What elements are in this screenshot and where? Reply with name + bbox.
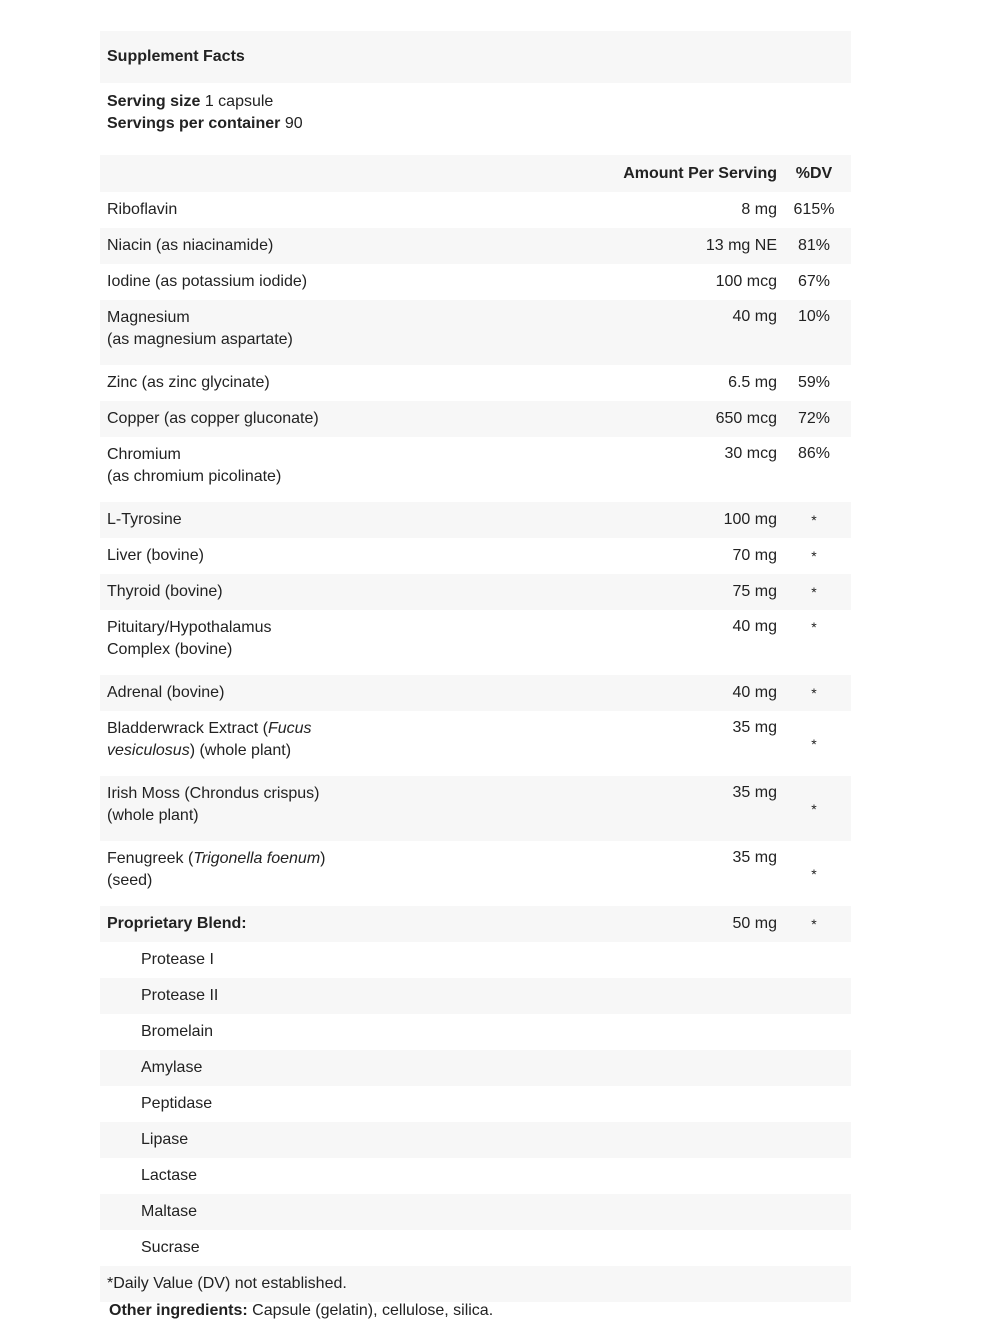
table-row	[100, 610, 851, 675]
blend-item-row	[100, 1086, 851, 1122]
nutrient-name	[100, 841, 540, 906]
nutrient-amount: 30 mcg	[724, 445, 777, 462]
nutrient-amount: 40 mg	[732, 684, 777, 701]
nutrient-name	[100, 437, 540, 502]
blend-item: Sucrase	[141, 1239, 200, 1256]
table-row	[100, 574, 851, 610]
other-ingredients	[100, 1300, 851, 1322]
table-row	[100, 776, 851, 841]
nutrient-name: Iodine (as potassium iodide)	[107, 273, 308, 290]
nutrient-amount: 100 mg	[723, 511, 777, 528]
servings-per-container-value: 90	[284, 115, 303, 132]
nutrient-amount: 35 mg	[732, 784, 777, 801]
panel-title: Supplement Facts	[100, 31, 851, 83]
blend-item: Peptidase	[141, 1095, 213, 1112]
supplement-facts-panel	[100, 31, 851, 1322]
blend-item-row	[100, 942, 851, 978]
table-row	[100, 300, 851, 365]
table-header-row	[100, 155, 851, 192]
nutrient-name: Adrenal (bovine)	[107, 684, 225, 701]
nutrient-dv: *	[811, 619, 817, 635]
nutrient-name-italic: vesiculosus	[107, 742, 190, 759]
blend-item: Maltase	[141, 1203, 198, 1220]
blend-item: Lactase	[141, 1167, 198, 1184]
table-row	[100, 228, 851, 264]
nutrient-name	[100, 776, 540, 841]
servings-per-container-label: Servings per container	[107, 115, 281, 132]
nutrient-name-line2: (as chromium picolinate)	[107, 468, 282, 485]
nutrient-name: L-Tyrosine	[107, 511, 182, 528]
nutrient-amount: 13 mg NE	[705, 237, 777, 254]
header-dv: %DV	[795, 164, 833, 182]
serving-size	[107, 91, 844, 113]
blend-dv: *	[811, 916, 817, 932]
nutrient-dv: *	[811, 735, 817, 752]
nutrient-dv: 59%	[797, 374, 831, 391]
nutrient-name-part: Fenugreek (	[107, 850, 194, 867]
table-row	[100, 192, 851, 228]
nutrient-name: Copper (as copper gluconate)	[107, 410, 319, 427]
blend-item: Protease II	[141, 987, 219, 1004]
nutrient-dv: 81%	[797, 237, 831, 254]
nutrient-amount: 40 mg	[732, 308, 777, 325]
nutrient-name-line1: Magnesium	[107, 309, 190, 326]
nutrient-name-line1: Irish Moss (Chrondus crispus)	[107, 785, 320, 802]
serving-info	[100, 83, 851, 155]
nutrient-name: Thyroid (bovine)	[107, 583, 223, 600]
table-row	[100, 264, 851, 300]
nutrient-amount: 8 mg	[741, 201, 777, 218]
table-row-blend	[100, 906, 851, 942]
nutrient-amount: 650 mcg	[715, 410, 777, 427]
table-row	[100, 437, 851, 502]
nutrient-name-italic: Trigonella foenum	[193, 850, 321, 867]
blend-amount: 50 mg	[732, 915, 777, 932]
nutrient-name	[100, 610, 540, 675]
nutrient-dv: 10%	[797, 308, 831, 325]
table-row	[100, 538, 851, 574]
nutrient-name: Zinc (as zinc glycinate)	[107, 374, 270, 391]
other-ingredients-value: Capsule (gelatin), cellulose, silica.	[252, 1302, 494, 1319]
blend-item-row	[100, 978, 851, 1014]
other-ingredients-label: Other ingredients:	[109, 1302, 248, 1319]
table-row	[100, 502, 851, 538]
nutrient-name-line1: Pituitary/Hypothalamus	[107, 619, 272, 636]
servings-per-container	[107, 113, 844, 135]
nutrient-name-line2: (whole plant)	[107, 807, 199, 824]
nutrient-table	[100, 155, 851, 1266]
blend-name: Proprietary Blend:	[107, 915, 247, 932]
nutrient-dv: 67%	[797, 273, 831, 290]
nutrient-name-line2: Complex (bovine)	[107, 641, 233, 658]
nutrient-name: Niacin (as niacinamide)	[107, 237, 274, 254]
serving-size-label: Serving size	[107, 93, 201, 110]
nutrient-dv: 86%	[797, 445, 831, 462]
nutrient-dv: *	[811, 685, 817, 701]
header-amount: Amount Per Serving	[623, 164, 777, 182]
nutrient-amount: 40 mg	[732, 618, 777, 635]
table-row	[100, 401, 851, 437]
nutrient-amount: 75 mg	[732, 583, 777, 600]
table-row	[100, 841, 851, 906]
blend-item-row	[100, 1014, 851, 1050]
table-row	[100, 365, 851, 401]
table-row	[100, 675, 851, 711]
nutrient-name	[100, 711, 540, 776]
nutrient-name-italic: Fucus	[267, 720, 312, 737]
nutrient-name-line2: (as magnesium aspartate)	[107, 331, 293, 348]
nutrient-amount: 35 mg	[732, 719, 777, 736]
blend-item-row	[100, 1158, 851, 1194]
nutrient-dv: *	[811, 512, 817, 528]
footnote: *Daily Value (DV) not established.	[100, 1266, 851, 1302]
blend-item: Lipase	[141, 1131, 189, 1148]
nutrient-name: Riboflavin	[107, 201, 178, 218]
nutrient-dv: *	[811, 800, 817, 817]
blend-item: Bromelain	[141, 1023, 214, 1040]
nutrient-dv: 72%	[797, 410, 831, 427]
nutrient-name-line1: Chromium	[107, 446, 181, 463]
blend-item: Protease I	[141, 951, 214, 968]
nutrient-amount: 35 mg	[732, 849, 777, 866]
nutrient-name: Liver (bovine)	[107, 547, 204, 564]
nutrient-name-part: Bladderwrack Extract (	[107, 720, 268, 737]
blend-item-row	[100, 1050, 851, 1086]
blend-item-row	[100, 1122, 851, 1158]
blend-item: Amylase	[141, 1059, 203, 1076]
nutrient-amount: 100 mcg	[715, 273, 777, 290]
header-name-cell	[100, 155, 540, 192]
nutrient-name-part: )	[320, 850, 326, 867]
serving-size-value: 1 capsule	[204, 93, 274, 110]
nutrient-dv: 615%	[793, 201, 835, 218]
table-row	[100, 711, 851, 776]
nutrient-name-line2: (seed)	[107, 872, 153, 889]
blend-item-row	[100, 1194, 851, 1230]
nutrient-amount: 70 mg	[732, 547, 777, 564]
nutrient-name	[100, 300, 540, 365]
nutrient-amount: 6.5 mg	[728, 374, 777, 391]
nutrient-dv: *	[811, 584, 817, 600]
nutrient-dv: *	[811, 865, 817, 882]
nutrient-name-part: ) (whole plant)	[189, 742, 292, 759]
blend-item-row	[100, 1230, 851, 1266]
nutrient-dv: *	[811, 548, 817, 564]
